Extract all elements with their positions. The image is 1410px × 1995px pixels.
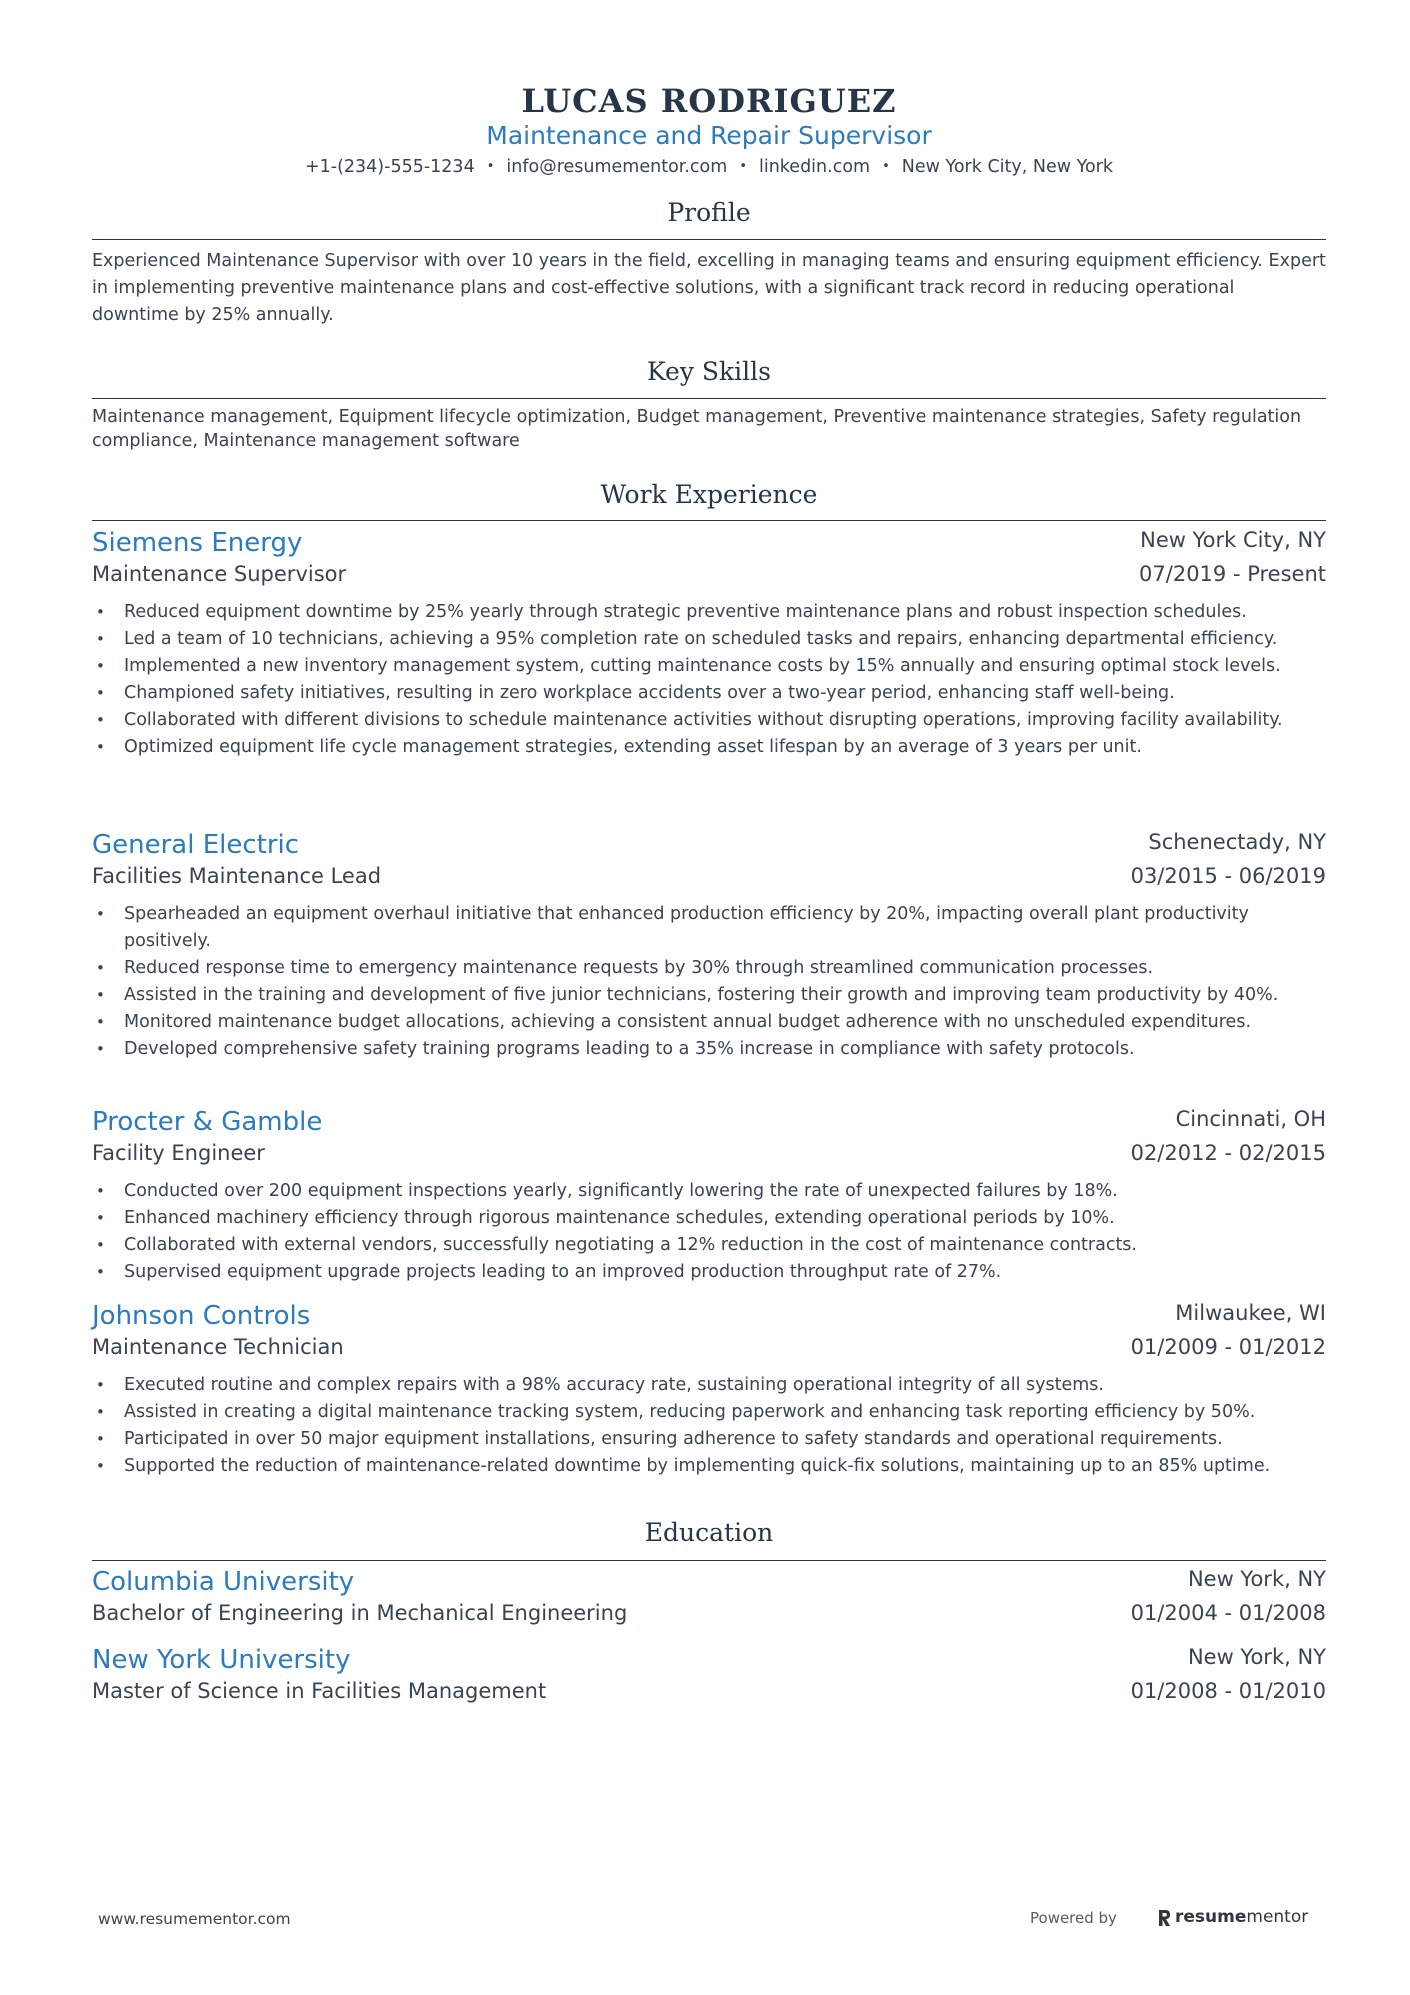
linkedin-link[interactable]: linkedin.com [758, 157, 871, 177]
education-dates: 01/2008 - 01/2010 [1130, 1679, 1326, 1703]
contact-separator: • [882, 159, 890, 174]
job-bullets [92, 901, 1326, 1063]
list-item: • Supervised equipment upgrade projects leading to an improved production throughput rate of 27%. [92, 1259, 1326, 1286]
education-heading: Education [644, 1518, 774, 1547]
phone: +1-(234)-555-1234 [304, 157, 475, 177]
list-item: • Collaborated with external vendors, successfully negotiating a 12% reduction in the cost of maintenance contracts. [92, 1232, 1326, 1259]
profile-summary: Experienced Maintenance Supervisor with over 10 years in the field, excelling in managing teams and ensuring equipment efficiency. Expert in implementing preventive maintenance plans and cost-effective solutions, with a significant track record in reducing operational downtime by 25% annually. [92, 251, 1326, 325]
job-role: Facility Engineer [92, 1141, 265, 1165]
list-item: • Led a team of 10 technicians, achieving a 95% completion rate on scheduled tasks and repairs, enhancing departmental efficiency. [92, 626, 1326, 653]
candidate-title: Maintenance and Repair Supervisor [486, 121, 932, 150]
company-name: General Electric [92, 830, 300, 860]
job-bullets [92, 1178, 1326, 1286]
contact-separator: • [486, 159, 495, 174]
brand-name-rest: mentor [1246, 1907, 1309, 1927]
job-dates: 07/2019 - Present [1139, 562, 1326, 586]
profile-heading: Profile [667, 198, 751, 227]
brand-name-bold: resume [1175, 1907, 1247, 1927]
company-name: Johnson Controls [92, 1301, 311, 1331]
company-name: Siemens Energy [92, 528, 303, 558]
list-item: • Supported the reduction of maintenance-related downtime by implementing quick-fix solutions, maintaining up to an 85% uptime. [92, 1453, 1326, 1480]
list-item: • Implemented a new inventory management system, cutting maintenance costs by 15% annually and ensuring optimal stock levels. [92, 653, 1326, 680]
job-role: Maintenance Supervisor [92, 562, 347, 586]
job-role: Maintenance Technician [92, 1335, 344, 1359]
list-item: • Reduced response time to emergency maintenance requests by 30% through streamlined communication processes. [92, 955, 1326, 982]
list-item: • Executed routine and complex repairs with a 98% accuracy rate, sustaining operational integrity of all systems. [92, 1372, 1326, 1399]
skills-heading: Key Skills [647, 357, 771, 386]
job-location: Milwaukee, WI [1175, 1301, 1326, 1325]
location: New York City, New York [901, 157, 1114, 177]
education-dates: 01/2004 - 01/2008 [1130, 1601, 1326, 1625]
list-item: • Assisted in the training and development of five junior technicians, fostering their growth and improving team productivity by 40%. [92, 982, 1326, 1009]
footer-branding [1030, 1906, 1320, 1930]
list-item: • Assisted in creating a digital maintenance tracking system, reducing paperwork and enhancing task reporting efficiency by 50%. [92, 1399, 1326, 1426]
job-role: Facilities Maintenance Lead [92, 864, 382, 888]
job-bullets [92, 599, 1326, 761]
school-name: New York University [92, 1645, 351, 1675]
brand-name[interactable] [1175, 1907, 1308, 1927]
candidate-name: LUCAS RODRIGUEZ [521, 82, 897, 120]
school-location: New York, NY [1187, 1567, 1326, 1591]
list-item: • Collaborated with different divisions to schedule maintenance activities without disrupting operations, improving facility availability. [92, 707, 1326, 734]
list-item: • Optimized equipment life cycle management strategies, extending asset lifespan by an average of 3 years per unit. [92, 734, 1326, 761]
list-item: • Reduced equipment downtime by 25% yearly through strategic preventive maintenance plans and robust inspection schedules. [92, 599, 1326, 626]
section-divider [92, 1560, 1326, 1561]
degree: Master of Science in Facilities Management [92, 1679, 547, 1703]
job-location: Cincinnati, OH [1175, 1107, 1326, 1131]
experience-heading: Work Experience [600, 480, 818, 509]
section-divider [92, 398, 1326, 399]
list-item: • Participated in over 50 major equipment installations, ensuring adherence to safety standards and operational requirements. [92, 1426, 1326, 1453]
section-divider [92, 239, 1326, 240]
company-name: Procter & Gamble [92, 1107, 323, 1137]
section-divider [92, 520, 1326, 521]
list-item: • Monitored maintenance budget allocations, achieving a consistent annual budget adherence with no unscheduled expenditures. [92, 1009, 1326, 1036]
job-dates: 03/2015 - 06/2019 [1130, 864, 1326, 888]
list-item: • Championed safety initiatives, resulting in zero workplace accidents over a two-year period, enhancing staff well-being. [92, 680, 1326, 707]
job-dates: 02/2012 - 02/2015 [1130, 1141, 1326, 1165]
email-link[interactable]: info@resumementor.com [506, 157, 728, 177]
job-dates: 01/2009 - 01/2012 [1130, 1335, 1326, 1359]
list-item: • Spearheaded an equipment overhaul initiative that enhanced production efficiency by 20%, impacting overall plant productivity positively. [92, 901, 1326, 955]
contact-line [92, 157, 1326, 177]
powered-by-label: Powered by [1030, 1909, 1117, 1927]
list-item: • Enhanced machinery efficiency through rigorous maintenance schedules, extending operational periods by 10%. [92, 1205, 1326, 1232]
list-item: • Developed comprehensive safety training programs leading to a 35% increase in compliance with safety protocols. [92, 1036, 1326, 1063]
job-bullets [92, 1372, 1326, 1480]
school-location: New York, NY [1187, 1645, 1326, 1669]
contact-separator: • [739, 159, 747, 174]
job-location: New York City, NY [1140, 528, 1326, 552]
school-name: Columbia University [92, 1567, 355, 1597]
skills-list: Maintenance management, Equipment lifecycle optimization, Budget management, Preventive maintenance strategies, Safety regulation compliance, Maintenance management software [92, 407, 1302, 451]
footer-website-link[interactable]: www.resumementor.com [98, 1910, 291, 1928]
list-item: • Conducted over 200 equipment inspections yearly, significantly lowering the rate of unexpected failures by 18%. [92, 1178, 1326, 1205]
degree: Bachelor of Engineering in Mechanical Engineering [92, 1601, 628, 1625]
resumementor-logo-icon [1156, 1908, 1172, 1928]
job-location: Schenectady, NY [1148, 830, 1326, 854]
